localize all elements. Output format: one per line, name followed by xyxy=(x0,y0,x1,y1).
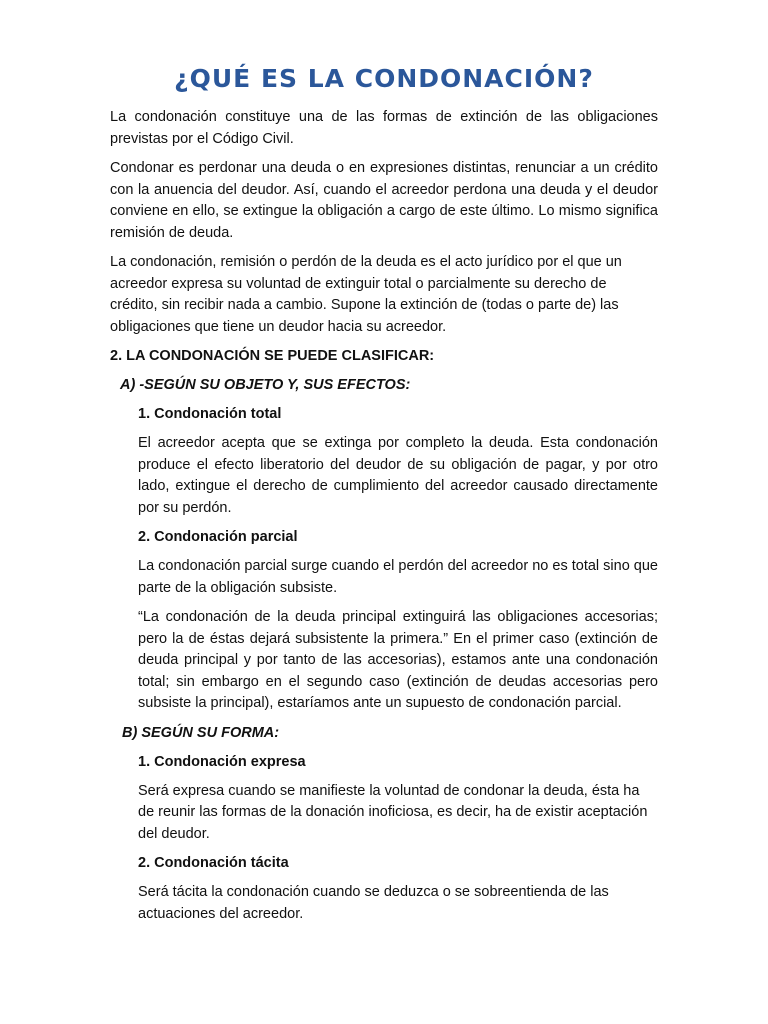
item-condonacion-expresa-paragraph: Será expresa cuando se manifieste la voluntad de condonar la deuda, ésta ha de reunir las formas de la donación inoficiosa, es decir, ha de existir aceptación del deudor. xyxy=(138,782,648,842)
item-condonacion-parcial-paragraph-1: La condonación parcial surge cuando el perdón del acreedor no es total sino que parte de la obligación subsiste. xyxy=(138,558,658,596)
subsection-b-heading: B) SEGÚN SU FORMA: xyxy=(122,724,280,741)
intro-paragraph-1: La condonación constituye una de las formas de extinción de las obligaciones previstas por el Código Civil. xyxy=(110,109,658,147)
item-condonacion-tacita-heading: 2. Condonación tácita xyxy=(138,855,289,871)
item-condonacion-expresa-heading: 1. Condonación expresa xyxy=(138,753,306,770)
item-condonacion-parcial-paragraph-2: “La condonación de la deuda principal extinguirá las obligaciones accesorias; pero la de éstas dejará subsistente la primera.” En el primer caso (extinción de deuda principal y por tanto de las accesorias), estamos ante una condonación total; sin embargo en el segundo caso (extinción de deudas accesorias pero subsiste la principal), estaríamos ante un supuesto de condonación parcial. xyxy=(138,609,658,711)
item-condonacion-tacita-paragraph: Será tácita la condonación cuando se deduzca o se sobreentienda de las actuaciones del acreedor. xyxy=(138,884,609,922)
intro-paragraph-3: La condonación, remisión o perdón de la deuda es el acto jurídico por el que un acreedor expresa su voluntad de extinguir total o parcialmente su derecho de crédito, sin recibir nada a cambio. Supone la extinción de (todas o parte de) las obligaciones que tiene un deudor hacia su acreedor. xyxy=(110,254,622,335)
item-condonacion-parcial-heading: 2. Condonación parcial xyxy=(138,529,298,545)
intro-paragraph-2: Condonar es perdonar una deuda o en expresiones distintas, renunciar a un crédito con la anuencia del deudor. Así, cuando el acreedor perdona una deuda y el deudor conviene en ello, se extingue la obligación a cargo de este último. Lo mismo significa remisión de deuda. xyxy=(110,160,658,241)
item-condonacion-total-paragraph: El acreedor acepta que se extinga por completo la deuda. Esta condonación produce el efecto liberatorio del deudor de su obligación de pagar, y por otro lado, extingue el derecho de cumplimiento del acreedor causado directamente por su perdón. xyxy=(138,435,658,516)
page-title: ¿QUÉ ES LA CONDONACIÓN? xyxy=(174,64,594,93)
subsection-a-heading: A) -SEGÚN SU OBJETO Y, SUS EFECTOS: xyxy=(120,377,411,393)
item-condonacion-total-heading: 1. Condonación total xyxy=(138,406,282,422)
section-2-heading: 2. LA CONDONACIÓN SE PUEDE CLASIFICAR: xyxy=(110,348,435,364)
